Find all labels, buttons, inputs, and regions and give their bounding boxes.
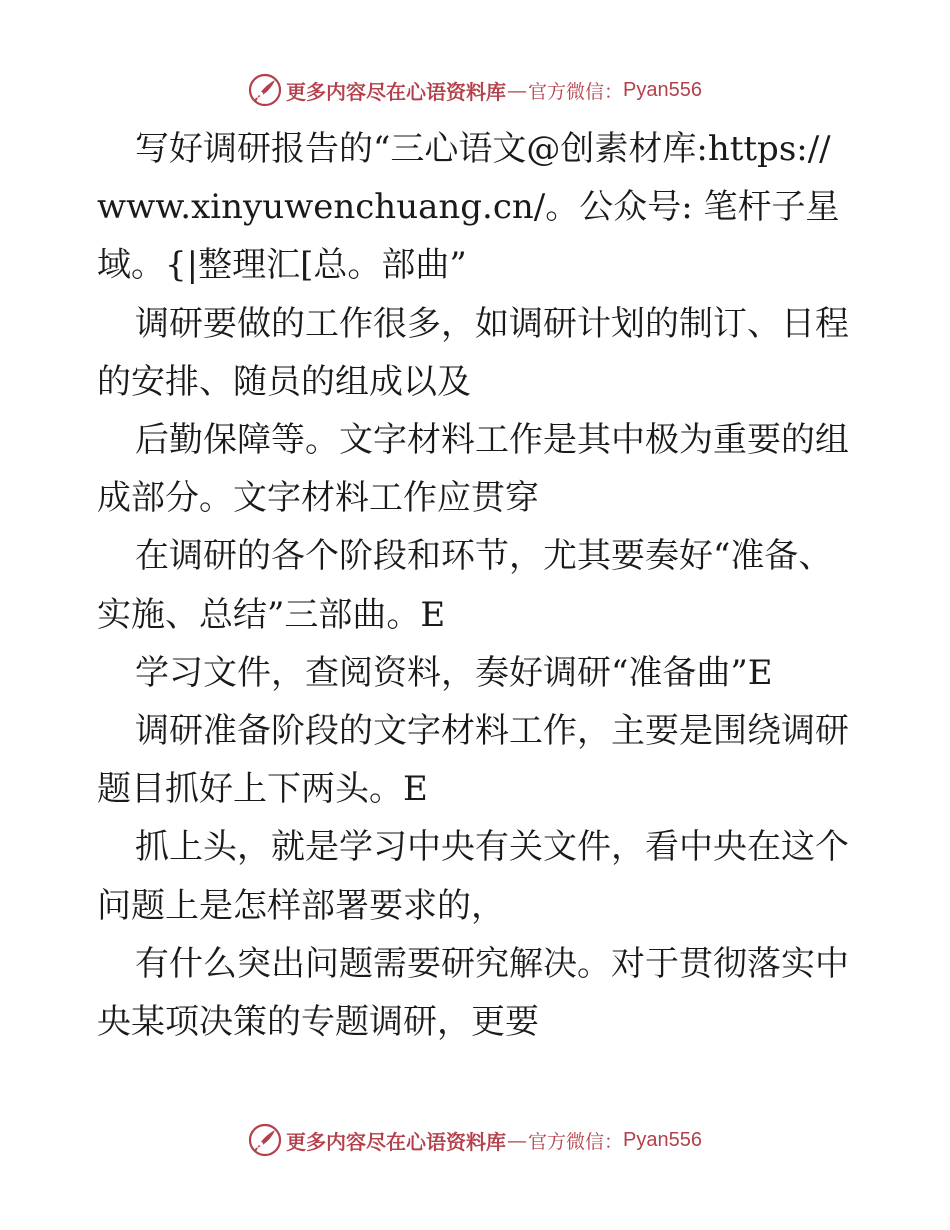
paragraph-5: 学习文件，查阅资料，奏好调研“准备曲”E bbox=[135, 652, 773, 693]
quill-pen-seal-icon bbox=[248, 73, 282, 107]
paragraph-4: 在调研的各个阶段和环节，尤其要奏好“准备、实施、总结”三部曲。E bbox=[97, 536, 833, 635]
paragraph-3: 后勤保障等。文字材料工作是其中极为重要的组成部分。文字材料工作应贯穿 bbox=[97, 420, 849, 519]
paragraph-1: 写好调研报告的“三心语文@创素材库:https://www.xinyuwenchuang.cn/。公众号: 笔杆子星域。{|整理汇[总。部曲” bbox=[97, 129, 840, 286]
banner-site-text: 更多内容尽在心语资料库 bbox=[286, 79, 506, 104]
header-banner bbox=[0, 70, 950, 110]
banner-wechat-label: 官方微信： bbox=[528, 1130, 624, 1153]
banner-separator: — bbox=[507, 78, 527, 102]
paragraph-7: 抓上头，就是学习中央有关文件，看中央在这个问题上是怎样部署要求的， bbox=[97, 827, 849, 926]
footer-banner bbox=[0, 1120, 950, 1160]
banner-separator: — bbox=[507, 1128, 527, 1152]
paragraph-2: 调研要做的工作很多，如调研计划的制订、日程的安排、随员的组成以及 bbox=[97, 303, 849, 402]
document-body bbox=[97, 120, 857, 1051]
banner-wechat-id: Pyan556 bbox=[623, 78, 702, 101]
banner-site-text: 更多内容尽在心语资料库 bbox=[286, 1129, 506, 1154]
banner-wechat-label: 官方微信： bbox=[528, 80, 624, 103]
paragraph-8: 有什么突出问题需要研究解决。对于贯彻落实中央某项决策的专题调研，更要 bbox=[97, 943, 849, 1043]
quill-pen-seal-icon bbox=[248, 1123, 282, 1157]
banner-wechat-id: Pyan556 bbox=[623, 1128, 702, 1151]
paragraph-6: 调研准备阶段的文字材料工作，主要是围绕调研题目抓好上下两头。E bbox=[97, 711, 849, 810]
